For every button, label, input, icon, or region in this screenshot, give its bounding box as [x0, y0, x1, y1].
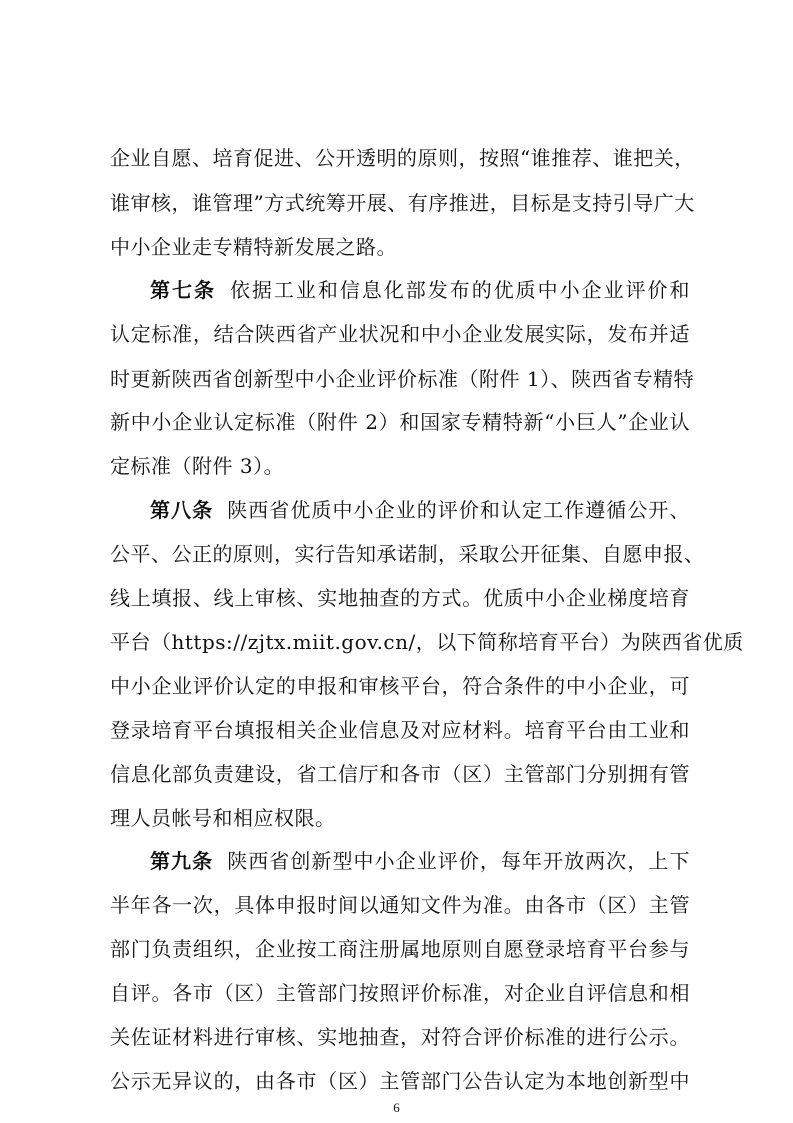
text-line: 谁审核，谁管理”方式统筹开展、有序推进，目标是支持引导广大	[110, 191, 695, 215]
article-first-line	[150, 847, 690, 875]
text-line: 登录培育平台填报相关企业信息及对应材料。培育平台由工业和	[110, 718, 690, 742]
text-line: 信息化部负责建设，省工信厅和各市（区）主管部门分别拥有管	[110, 762, 690, 786]
text-line: 公平、公正的原则，实行告知承诺制，采取公开征集、自愿申报、	[110, 542, 705, 566]
text-line: 中小企业走专精特新发展之路。	[110, 235, 397, 259]
article-heading: 第九条	[150, 849, 214, 873]
text-line: 企业自愿、培育促进、公开透明的原则，按照“谁推荐、谁把关，	[110, 146, 695, 170]
text-line: 时更新陕西省创新型中小企业评价标准（附件 1）、陕西省专精特	[110, 367, 695, 391]
text-line: 关佐证材料进行审核、实地抽查，对符合评价标准的进行公示。	[110, 1025, 690, 1049]
text-line: 线上填报、线上审核、实地抽查的方式。优质中小企业梯度培育	[110, 586, 690, 610]
text-line: 定标准（附件 3）。	[110, 454, 285, 478]
text-line: 部门负责组织，企业按工商注册属地原则自愿登录培育平台参与	[110, 937, 690, 961]
page-number: 6	[393, 1100, 400, 1115]
text-line: 中小企业评价认定的申报和审核平台，符合条件的中小企业，可	[110, 674, 690, 698]
text-line: 半年各一次，具体申报时间以通知文件为准。由各市（区）主管	[110, 893, 690, 917]
article-heading: 第七条	[150, 278, 216, 302]
article-first-line	[150, 496, 690, 524]
text-line: 理人员帐号和相应权限。	[110, 806, 336, 830]
text-line: 自评。各市（区）主管部门按照评价标准，对企业自评信息和相	[110, 981, 690, 1005]
text-line: 平台（https://zjtx.miit.gov.cn/，以下简称培育平台）为陕西省优质	[110, 630, 744, 654]
article-first-line	[150, 276, 690, 304]
text-line: 公示无异议的，由各市（区）主管部门公告认定为本地创新型中	[110, 1069, 690, 1093]
article-heading: 第八条	[150, 498, 214, 522]
text-line: 认定标准，结合陕西省产业状况和中小企业发展实际，发布并适	[110, 322, 690, 346]
text-segment: 依据工业和信息化部发布的优质中小企业评价和	[229, 278, 691, 302]
text-segment: 陕西省优质中小企业的评价和认定工作遵循公开、	[227, 498, 690, 522]
text-line: 新中小企业认定标准（附件 2）和国家专精特新“小巨人”企业认	[110, 410, 690, 434]
text-segment: 陕西省创新型中小企业评价，每年开放两次，上下	[227, 849, 690, 873]
